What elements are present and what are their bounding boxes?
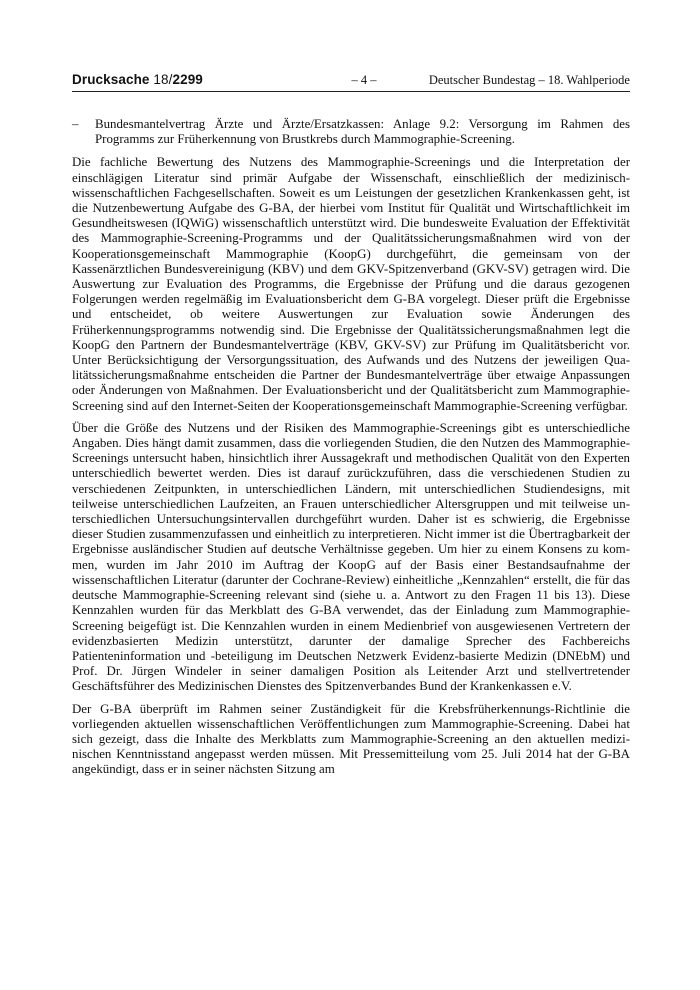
page-number: – 4 – <box>351 73 377 87</box>
paragraph-benefit-risks: Über die Größe des Nutzens und der Risiken des Mammographie-Screenings gibt es unterschiedliche Angaben. Dies hängt damit zusammen, dass die vorliegenden Studien, die den Nutzen des Mammographie-Screenings untersucht haben, hinsichtlich ihrer Aussagekraft und methodischen Qualität von den Experten unterschiedlich bewertet werden. Dies ist darauf zurückzuführen, dass die verschiedenen Studien zu verschiedenen Zeitpunkten, in unterschiedlichen Ländern, mit unterschiedlichen Studiendesigns, mit teilweise unterschiedlichen Laufzeiten, an Frauen unterschiedlicher Altersgruppen und mit teilweise unterschiedlichen Untersuchungsintervallen durchgeführt wurden. Daher ist es schwierig, die Ergebnisse dieser Studien zusammenzufassen und einheitlich zu interpretieren. Nicht immer ist die Übertragbarkeit der Ergebnisse ausländischer Studien auf deutsche Verhältnisse gegeben. Um hier zu einem Konsens zu kommen, wurden im Jahr 2010 im Auftrag der KoopG auf der Basis einer Bestandsaufnahme der wissenschaftlichen Literatur (darunter der Cochrane-Review) einheitliche „Kennzahlen“ erstellt, die für das deutsche Mammographie-Screening relevant sind (siehe u. a. Antwort zu den Fragen 11 bis 13). Diese Kennzahlen wurden für das Merkblatt des G-BA verwendet, das der Einladung zum Mammographie-Screening beigefügt ist. Die Kennzahlen wurden in einem Medienbrief von ausgewiesenen Vertretern der evidenzbasierten Medizin unterstützt, darunter der damalige Sprecher des Fachbereichs Patienteninformation und -beteiligung im Deutschen Netzwerk Evidenz-basierte Medizin (DNEbM) und Prof. Dr. Jürgen Windeler in seiner damaligen Position als Leitender Arzt und stellvertretender Geschäftsführer des Medizinischen Dienstes des Spitzenverbandes Bund der Krankenkassen e.V. <box>72 420 630 694</box>
list-item-text: Bundesmantelvertrag Ärzte und Ärzte/Ersatzkassen: Anlage 9.2: Versorgung im Rahmen des Programms zur Früherkennung von Brustkrebs durch Mammographie-Screening. <box>95 117 630 147</box>
body-text <box>72 117 630 785</box>
paragraph-evaluation: Die fachliche Bewertung des Nutzens des Mammographie-Screenings und die Interpretation der einschlägigen Literatur sind primär Aufgabe der Wissenschaft, einschließlich der medizinisch-wissenschaftlichen Fachgesellschaften. Soweit es um Leistungen der gesetzlichen Krankenkassen geht, ist die Nutzenbewertung Aufgabe des G-BA, der hierbei vom Institut für Qualität und Wirtschaftlichkeit im Gesundheitswesen (IQWiG) wissenschaftlich unterstützt wird. Die bundesweite Evaluation der Effektivität des Mammographie-Screening-Programms und der Qualitätssicherungsmaßnahmen wird von der Kooperationsgemeinschaft Mammographie (KoopG) durchgeführt, die gemeinsam von der Kassenärztlichen Bundesvereinigung (KBV) und dem GKV-Spitzenverband (GKV-SV) getragen wird. Die Auswertung zur Evaluation des Programms, die Ergebnisse der Prüfung und die daraus gezogenen Folgerungen werden regelmäßig im Evaluationsbericht dem G-BA vorgelegt. Dieser prüft die Ergebnisse und entscheidet, ob weitere Auswertungen zur Evaluation sowie Änderungen des Früherkennungsprogramms notwendig sind. Die Ergebnisse der Qualitätssicherungsmaßnahmen legt die KoopG den Partnern der Bundesmantelverträge (KBV, GKV-SV) zur Prüfung im Qualitätsbericht vor. Unter Berücksichtigung der Versorgungssituation, des Aufwands und des Nutzens der jeweiligen Qualitätssicherungsmaßnahme entscheiden die Partner der Bundesmantelverträge über etwaige Anpassungen oder Änderungen von Maßnahmen. Der Evaluationsbericht und der Qualitätsbericht zum Mammographie-Screening sind auf den Internet-Seiten der Kooperationsgemeinschaft Mammographie-Screening verfügbar. <box>72 155 630 413</box>
document-number <box>72 72 203 87</box>
document-number-suffix: 2299 <box>172 72 203 87</box>
list-item <box>72 117 630 147</box>
list-dash: – <box>72 117 79 131</box>
document-number-prefix: 18/ <box>153 72 173 87</box>
document-label: Drucksache <box>72 72 154 87</box>
publisher-label: Deutscher Bundestag – 18. Wahlperiode <box>428 73 630 87</box>
paragraph-gba-review: Der G-BA überprüft im Rahmen seiner Zuständigkeit für die Krebsfrüherkennungs-Richtlinie die vorliegenden aktuellen wissenschaftlichen Veröffentlichungen zum Mammographie-Screening. Dabei hat sich gezeigt, dass die Inhalte des Merkblatts zum Mammographie-Screening an den aktuellen medizinischen Kenntnisstand angepasst werden müssen. Mit Pressemitteilung vom 25. Juli 2014 hat der G-BA angekündigt, dass er in seiner nächsten Sitzung am <box>72 701 630 777</box>
page-header <box>72 72 630 90</box>
header-divider <box>72 91 630 92</box>
